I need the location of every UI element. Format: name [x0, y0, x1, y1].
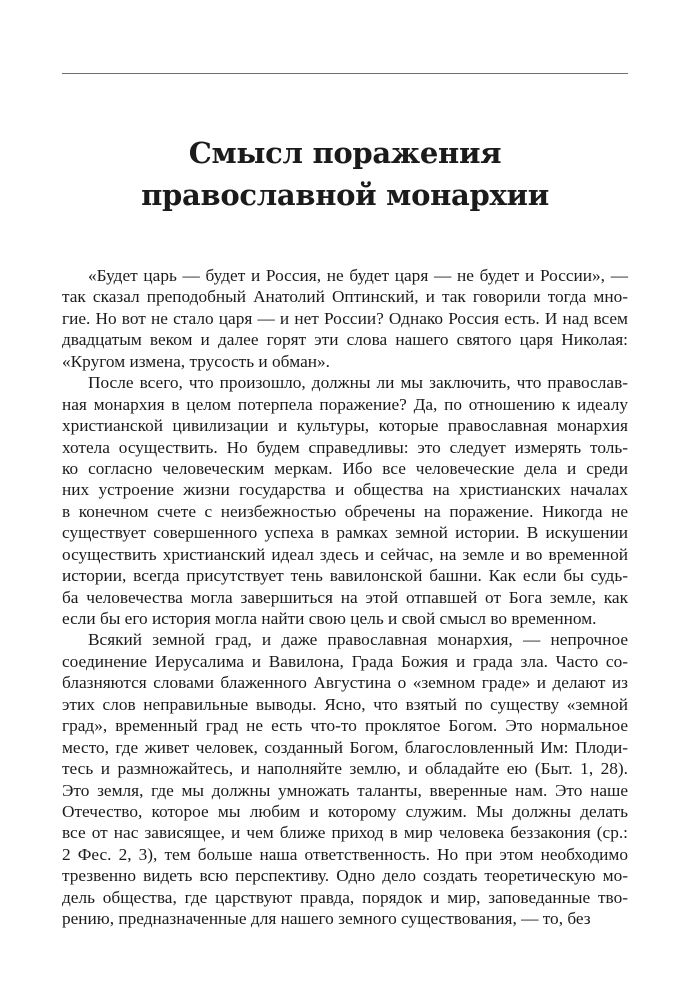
paragraph	[62, 372, 628, 629]
text-line: ба человечества могла завершиться на этой отпавшей от Бога земле, как	[62, 587, 628, 607]
text-line: Отечество, которое мы любим и которому служим. Мы должны делать	[62, 801, 628, 821]
text-line: место, где живет человек, созданный Богом, благословленный Им: Плоди-	[62, 737, 628, 757]
text-line: рению, предназначенные для нашего земного существования, — то, без	[62, 909, 591, 929]
text-line: дель общества, где царствуют правда, порядок и мир, заповеданные тво-	[62, 887, 628, 907]
text-line: ко согласно человеческим меркам. Ибо все человеческие дела и среди	[62, 458, 628, 478]
top-rule	[62, 73, 628, 74]
chapter-title-line: православной монархии	[141, 178, 549, 212]
text-line: трезвенно видеть всю перспективу. Одно дело создать теоретическую мо-	[62, 866, 628, 886]
body-text	[62, 265, 628, 930]
chapter-title-line: Смысл поражения	[188, 136, 502, 170]
paragraph	[62, 629, 628, 929]
text-line: хотела осуществить. Но будем справедливы: это следует измерять толь-	[62, 437, 628, 457]
text-line: град», временный град не есть что-то проклятое Богом. Это нормальное	[62, 716, 628, 736]
text-line: блазняются словами блаженного Августина о «земном граде» и делают из	[62, 673, 628, 693]
text-line: ная монархия в целом потерпела поражение? Да, по отношению к идеалу	[62, 394, 628, 414]
text-line: 2 Фес. 2, 3), тем больше наша ответственность. Но при этом необходимо	[62, 844, 628, 864]
text-line: все от нас зависящее, и чем ближе приход в мир человека беззакония (ср.:	[62, 823, 628, 843]
chapter-title	[62, 132, 628, 216]
text-line: этих слов неправильные выводы. Ясно, что взятый по существу «земной	[62, 694, 628, 714]
text-line: двадцатым веком и далее горят эти слова нашего святого царя Николая:	[62, 330, 628, 350]
text-line: «Будет царь — будет и Россия, не будет царя — не будет и России», —	[88, 266, 628, 285]
text-line: существует совершенного успеха в рамках земной истории. В искушении	[62, 523, 628, 543]
text-line: Всякий земной град, и даже православная монархия, — непрочное	[88, 630, 628, 650]
paragraph	[62, 265, 628, 372]
text-line: соединение Иерусалима и Вавилона, Града Божия и града зла. Часто со-	[62, 651, 628, 671]
text-line: тесь и размножайтесь, и наполняйте землю, и обладайте ею (Быт. 1, 28).	[62, 759, 628, 779]
text-line: если бы его история могла найти свою цель и свой смысл во временном.	[62, 609, 597, 628]
text-line: После всего, что произошло, должны ли мы заключить, что православ-	[88, 373, 628, 393]
text-line: гие. Но вот не стало царя — и нет России? Однако Россия есть. И над всем	[62, 308, 628, 328]
text-line: «Кругом измена, трусость и обман».	[62, 351, 330, 371]
text-line: христианской цивилизации и культуры, которые православная монархия	[62, 416, 628, 436]
text-line: истории, всегда присутствует тень вавилонской башни. Как если бы судь-	[62, 566, 628, 586]
text-line: них устроение жизни государства и общества на христианских началах	[62, 480, 628, 500]
text-line: так сказал преподобный Анатолий Оптинский, и так говорили тогда мно-	[62, 287, 628, 307]
text-line: осуществить христианский идеал здесь и сейчас, на земле и во временной	[62, 544, 628, 564]
text-line: Это земля, где мы должны умножать таланты, вверенные нам. Это наше	[62, 780, 628, 800]
text-line: в конечном счете с неизбежностью обречены на поражение. Никогда не	[62, 501, 628, 521]
